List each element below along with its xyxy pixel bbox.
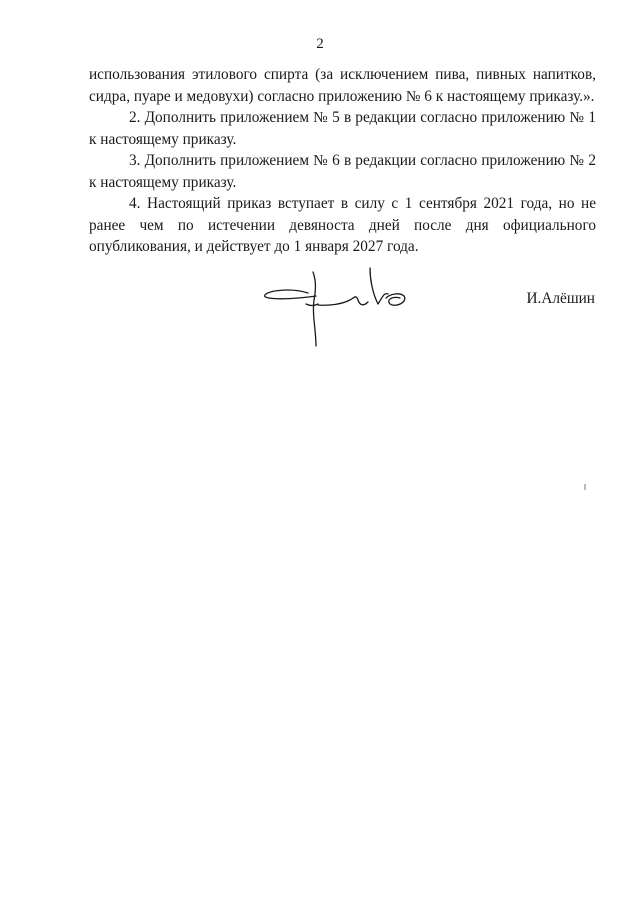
signature-hook-stroke	[306, 304, 318, 306]
handwritten-signature	[258, 260, 418, 350]
paragraph-item-3: 3. Дополнить приложением № 6 в редакции согласно приложению № 2 к настоящему приказу.	[89, 152, 596, 191]
signature-vertical-stroke	[313, 272, 316, 346]
paragraph-item-2: 2. Дополнить приложением № 5 в редакции согласно приложению № 1 к настоящему приказу.	[89, 109, 596, 148]
signature-final-loop	[386, 294, 405, 305]
paragraph-item-4: 4. Настоящий приказ вступает в силу с 1 сентября 2021 года, но не ранее чем по истечении девяноста дней после дня официального опубликования, и действует до 1 января 2027 года.	[89, 195, 596, 255]
signature-loop-stroke	[265, 290, 316, 299]
paragraph-continuation: использования этилового спирта (за исключением пива, пивных напитков, сидра, пуаре и медовухи) согласно приложению № 6 к настоящему приказу.».	[89, 66, 596, 105]
scan-artifact	[584, 484, 586, 490]
document-body	[89, 64, 596, 258]
signer-name: И.Алёшин	[526, 290, 595, 307]
signature-tail-stroke	[318, 297, 368, 305]
signature-letter-stroke	[370, 268, 388, 304]
page-number: 2	[316, 36, 324, 52]
